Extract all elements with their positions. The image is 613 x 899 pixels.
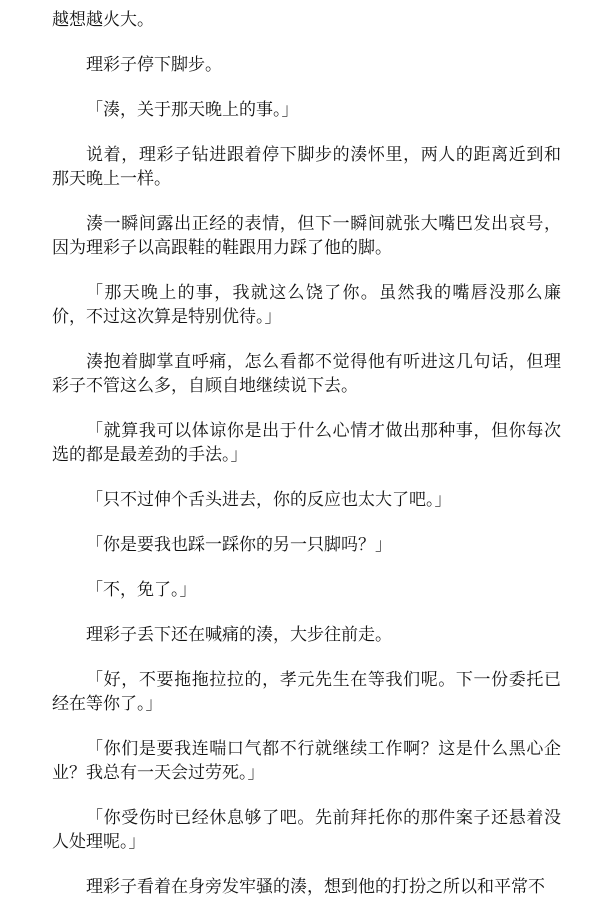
paragraph: 「那天晚上的事，我就这么饶了你。虽然我的嘴唇没那么廉价，不过这次算是特别优待。」 [52, 283, 561, 327]
paragraph: 说着，理彩子钻进跟着停下脚步的湊怀里，两人的距离近到和那天晚上一样。 [52, 145, 561, 189]
paragraph: 「不，免了。」 [86, 580, 197, 600]
paragraph: 「湊，关于那天晚上的事。」 [86, 100, 299, 120]
paragraph: 「只不过伸个舌头进去，你的反应也太大了吧。」 [86, 490, 452, 510]
paragraph: 「就算我可以体谅你是出于什么心情才做出那种事，但你每次选的都是最差劲的手法。」 [52, 421, 561, 465]
paragraph: 湊抱着脚掌直呼痛，怎么看都不觉得他有听进这几句话，但理彩子不管这么多，自顾自地继续说下去。 [52, 352, 561, 396]
paragraph: 湊一瞬间露出正经的表情，但下一瞬间就张大嘴巴发出哀号，因为理彩子以高跟鞋的鞋跟用力踩了他的脚。 [52, 214, 561, 258]
paragraph: 理彩子丢下还在喊痛的湊，大步往前走。 [86, 625, 392, 645]
paragraph: 「好，不要拖拖拉拉的，孝元先生在等我们呢。下一份委托已经在等你了。」 [52, 670, 561, 714]
paragraph: 越想越火大。 [52, 10, 154, 30]
paragraph: 理彩子停下脚步。 [86, 55, 222, 75]
paragraph: 「你们是要我连喘口气都不行就继续工作啊？这是什么黑心企业？我总有一天会过劳死。」 [52, 739, 561, 783]
paragraph: 「你是要我也踩一踩你的另一只脚吗？」 [86, 535, 392, 555]
paragraph: 「你受伤时已经休息够了吧。先前拜托你的那件案子还悬着没人处理呢。」 [52, 808, 561, 852]
paragraph: 理彩子看着在身旁发牢骚的湊，想到他的打扮之所以和平常不 [86, 877, 545, 897]
